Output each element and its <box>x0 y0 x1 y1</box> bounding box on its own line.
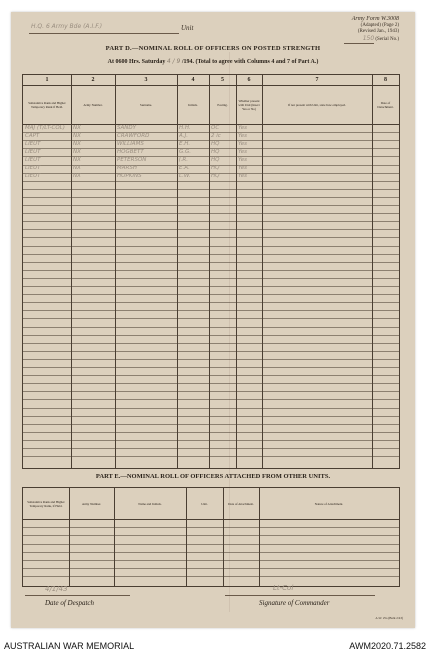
row-rule <box>23 432 399 433</box>
form-page <box>11 12 415 628</box>
commander-handwriting: Lt-Col <box>273 584 294 592</box>
cell-initials: E.A. <box>179 165 190 171</box>
row-rule <box>23 560 399 561</box>
cell-surname: CRAWFORD <box>117 132 150 139</box>
col-head-employed: If not present with Unit, state how employed. <box>288 102 346 107</box>
row-rule <box>23 229 399 230</box>
part-e-title: PART E.—NOMINAL ROLL OF OFFICERS ATTACHED FROM OTHER UNITS. <box>95 473 331 480</box>
cell-initials: A.J. <box>179 132 188 139</box>
row-rule <box>23 535 399 536</box>
subtitle-date: 4 / 9 <box>166 58 181 65</box>
serial-line <box>344 36 374 45</box>
row-rule <box>23 391 399 392</box>
table-row <box>23 149 399 157</box>
cell-rank: LIEUT <box>25 148 41 155</box>
cell-initials: L.W. <box>179 173 191 180</box>
row-rule <box>23 189 399 190</box>
cell-number: NX <box>73 165 81 171</box>
cell-surname: MARSH <box>117 165 137 171</box>
part-d-table <box>22 74 400 469</box>
cell-surname: WILLIAMS <box>117 140 144 147</box>
cell-rank: LIEUT <box>25 165 41 171</box>
cell-number: NX <box>73 148 81 155</box>
subtitle-suffix: . (Total to agree with Columns 4 and 7 of Part A.) <box>192 59 319 65</box>
cell-initials: G.G. <box>179 148 192 155</box>
serial-handwriting: 150 <box>362 34 375 42</box>
e-head-attachment-date: Date of Attachment. <box>228 501 254 506</box>
e-head-army-number: Army Number. <box>81 501 102 506</box>
row-rule <box>23 408 399 409</box>
row-rule <box>23 416 399 417</box>
despatch-label: Date of Despatch <box>45 599 94 607</box>
col-divider <box>71 75 72 468</box>
row-rule <box>23 335 399 336</box>
row-rule <box>23 343 399 344</box>
cell-posting: HQ <box>211 165 220 171</box>
cell-present: Yes <box>238 156 248 163</box>
part-d-title: PART D.—NOMINAL ROLL OF OFFICERS ON POSTED STRENGTH <box>105 45 321 52</box>
cell-posting: OC <box>211 124 220 131</box>
cell-posting: HQ <box>211 156 220 163</box>
despatch-line <box>25 585 130 596</box>
row-rule <box>23 237 399 238</box>
cell-posting: 2 ic <box>211 132 221 139</box>
col-num-8: 8 <box>384 77 387 83</box>
row-rule <box>23 568 399 569</box>
caption-accession-number: AWM2020.71.2582 <box>349 641 426 651</box>
caption-bar <box>0 637 430 653</box>
col-head-posting: Posting. <box>217 102 228 107</box>
cell-present: Yes <box>238 165 248 171</box>
col-head-army-number: Army Number. <box>83 102 103 107</box>
row-rule <box>23 527 399 528</box>
cell-number: NX <box>73 132 81 139</box>
commander-label: Signature of Commander <box>259 599 330 607</box>
col-divider <box>186 488 187 586</box>
col-num-1: 1 <box>45 77 49 83</box>
part-e-rows <box>23 519 399 586</box>
table-row <box>23 141 399 149</box>
cell-surname: SANDY <box>117 124 136 131</box>
row-rule <box>23 286 399 287</box>
col-divider <box>209 75 210 468</box>
e-head-rank: Substantive Rank and Higher Temporary Rank, if Held. <box>27 499 65 508</box>
unit-line <box>29 23 179 34</box>
row-rule <box>23 270 399 271</box>
cell-present: Yes <box>238 124 248 131</box>
row-rule <box>23 544 399 545</box>
form-reference <box>344 16 399 44</box>
cell-surname: HOGBETT <box>117 148 144 155</box>
row-rule <box>23 246 399 247</box>
cell-number: NX <box>73 124 81 131</box>
row-rule <box>23 318 399 319</box>
row-rule <box>23 440 399 441</box>
col-divider <box>236 75 237 468</box>
cell-surname: PETERSON <box>117 156 147 163</box>
row-rule <box>23 399 399 400</box>
cell-initials: H.H. <box>179 124 191 131</box>
row-rule <box>23 576 399 577</box>
row-rule <box>23 294 399 295</box>
col-head-rank: Substantive Rank and Higher Temporary Rank if Held. <box>28 100 66 109</box>
cell-rank: MAJ (T/LT-COL) <box>25 124 65 131</box>
cell-posting: HQ <box>211 173 220 180</box>
row-rule <box>23 359 399 360</box>
form-name: Army Form W.3008 <box>351 16 399 22</box>
cell-present: Yes <box>238 148 248 155</box>
serial-row <box>344 36 399 45</box>
cell-present: Yes <box>238 132 248 139</box>
row-rule <box>23 310 399 311</box>
col-divider <box>177 75 178 468</box>
cell-rank: LIEUT <box>25 173 41 180</box>
e-head-nature: Nature of Attachment. <box>314 501 344 506</box>
part-d-rows <box>23 124 399 468</box>
cell-rank: CAPT <box>25 132 40 139</box>
commander-line <box>225 584 375 596</box>
cell-number: NX <box>73 173 81 180</box>
row-rule <box>23 221 399 222</box>
row-rule <box>23 205 399 206</box>
subtitle-prefix: At 0600 Hrs. Saturday <box>107 59 166 65</box>
table-row <box>23 173 399 181</box>
cell-present: Yes <box>238 173 248 180</box>
part-e-header-row <box>23 488 399 520</box>
table-row <box>23 133 399 141</box>
form-adapted: (Adapted) (Page 2) <box>360 22 399 28</box>
col-divider <box>372 75 373 468</box>
cell-posting: HQ <box>211 148 220 155</box>
part-e-table <box>22 487 400 587</box>
cell-posting: HQ <box>211 140 220 147</box>
row-rule <box>23 552 399 553</box>
column-header-row <box>23 85 399 125</box>
row-rule <box>23 302 399 303</box>
col-divider <box>259 488 260 586</box>
col-divider <box>262 75 263 468</box>
col-head-surname: Surname. <box>139 102 153 107</box>
cell-surname: HOPKINS <box>117 173 142 180</box>
row-rule <box>23 383 399 384</box>
col-head-initials: Initials. <box>188 102 198 107</box>
cell-rank: LIEUT <box>25 156 41 163</box>
part-d-subtitle <box>11 58 415 65</box>
col-divider <box>223 488 224 586</box>
col-divider <box>69 488 70 586</box>
serial-label: (Serial No.) <box>375 36 399 42</box>
cell-number: NX <box>73 156 81 163</box>
col-num-2: 2 <box>91 77 95 83</box>
row-rule <box>23 367 399 368</box>
row-rule <box>23 254 399 255</box>
row-rule <box>23 327 399 328</box>
e-head-unit: Unit. <box>201 501 208 506</box>
row-rule <box>23 197 399 198</box>
row-rule <box>23 213 399 214</box>
col-divider <box>114 488 115 586</box>
unit-label: Unit <box>181 24 194 32</box>
despatch-handwriting: 4/1/43 <box>45 585 68 593</box>
cell-number: NX <box>73 140 81 147</box>
row-rule <box>23 278 399 279</box>
cell-present: Yes <box>238 140 248 147</box>
col-num-6: 6 <box>247 77 251 83</box>
col-num-7: 7 <box>315 77 319 83</box>
col-num-3: 3 <box>144 77 148 83</box>
col-head-detachment: Date of Detachment. <box>377 100 394 109</box>
table-row <box>23 125 399 133</box>
row-rule <box>23 424 399 425</box>
col-head-present: Whether present with Unit (Insert Yes or No) <box>238 98 260 111</box>
row-rule <box>23 351 399 352</box>
table-row <box>23 157 399 165</box>
cell-rank: LIEUT <box>25 140 41 147</box>
col-num-4: 4 <box>191 77 195 83</box>
row-rule <box>23 375 399 376</box>
caption-institution: AUSTRALIAN WAR MEMORIAL <box>4 641 135 651</box>
form-revised: (Revised Jan., 1943) <box>357 29 399 34</box>
subtitle-year: /194 <box>181 59 193 65</box>
table-row <box>23 165 399 173</box>
col-num-5: 5 <box>221 77 224 83</box>
e-head-name: Name and Initials. <box>138 501 162 506</box>
row-rule <box>23 456 399 457</box>
row-rule <box>23 262 399 263</box>
print-reference: A.W. 25a (Bulk 2/43) <box>375 616 403 620</box>
row-rule <box>23 448 399 449</box>
col-divider <box>115 75 116 468</box>
cell-initials: E.H. <box>179 140 191 147</box>
unit-handwriting: H.Q. 6 Army Bde (A.I.F.) <box>31 23 103 30</box>
cell-initials: J.R. <box>179 156 188 163</box>
